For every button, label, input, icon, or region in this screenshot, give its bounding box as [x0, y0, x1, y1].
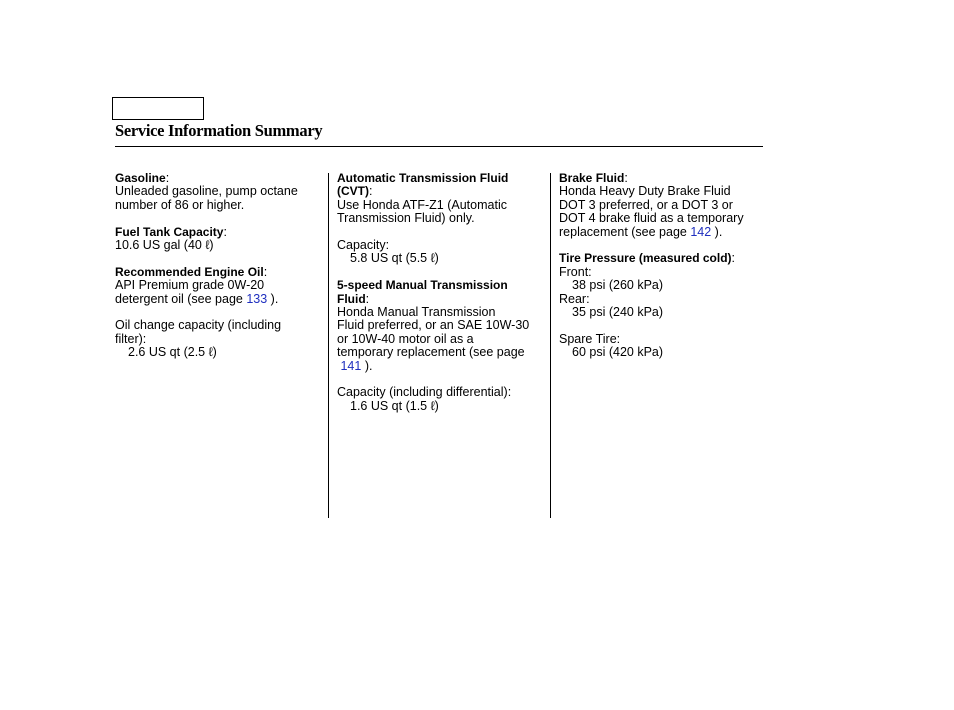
mt-fluid-text: Honda Manual Transmission — [337, 305, 496, 320]
gasoline-section: Gasoline: Unleaded gasoline, pump octane number of 86 or higher. — [115, 172, 325, 212]
oil-capacity-value: 2.6 US qt (2.5 ℓ) — [128, 345, 217, 360]
brake-fluid-section: Brake Fluid: Honda Heavy Duty Brake Fluid DOT 3 preferred, or a DOT 3 or DOT 4 brake fluid as a temporary replacement (see page 142 ). — [559, 172, 769, 239]
engine-oil-label: Recommended Engine Oil — [115, 264, 264, 279]
mt-fluid-text: ). — [361, 358, 373, 373]
rear-tire-value: 35 psi (240 kPa) — [572, 305, 664, 320]
mt-fluid-label: Fluid — [337, 291, 366, 306]
nav-tab-box[interactable] — [112, 97, 204, 120]
gasoline-text: number of 86 or higher. — [115, 197, 245, 212]
mt-capacity-section — [337, 386, 547, 413]
brake-fluid-text: ). — [711, 224, 723, 239]
column-brakes-tires — [559, 172, 769, 360]
gasoline-label: Gasoline — [115, 171, 166, 185]
spare-tire-value: 60 psi (420 kPa) — [572, 345, 664, 360]
front-tire-value: 38 psi (260 kPa) — [572, 278, 664, 293]
atf-text: Transmission Fluid) only. — [337, 211, 475, 226]
atf-capacity-section — [337, 239, 547, 266]
brake-fluid-text: DOT 4 brake fluid as a temporary — [559, 211, 744, 226]
fuel-tank-label: Fuel Tank Capacity — [115, 224, 224, 239]
column-divider-1 — [328, 173, 329, 518]
column-transmission — [337, 172, 547, 413]
spare-tire-section — [559, 333, 769, 360]
gasoline-text: Unleaded gasoline, pump octane — [115, 184, 298, 199]
engine-oil-text: API Premium grade 0W-20 — [115, 278, 265, 293]
atf-capacity-value: 5.8 US qt (5.5 ℓ) — [350, 251, 439, 266]
tire-pressure-label: Tire Pressure (measured cold) — [559, 251, 732, 266]
mt-fluid-label: 5-speed Manual Transmission — [337, 278, 508, 293]
fuel-tank-section: Fuel Tank Capacity: 10.6 US gal (40 ℓ) — [115, 226, 325, 253]
mt-fluid-section: 5-speed Manual Transmission Fluid: Honda Manual Transmission Fluid preferred, or an SAE 10W-30 or 10W-40 motor oil as a temporary replacement (see page 141 ). — [337, 279, 547, 373]
mt-capacity-value: 1.6 US qt (1.5 ℓ) — [350, 398, 439, 413]
oil-capacity-section — [115, 319, 325, 359]
mt-fluid-text: Fluid preferred, or an SAE 10W-30 — [337, 318, 530, 333]
page-link-141[interactable]: 141 — [340, 358, 362, 373]
page-link-133[interactable]: 133 — [246, 291, 268, 306]
mt-fluid-text: temporary replacement (see page — [337, 345, 525, 360]
front-tire-label: Front: — [559, 264, 592, 279]
brake-fluid-text: replacement (see page — [559, 224, 691, 239]
rear-tire-label: Rear: — [559, 291, 590, 306]
atf-label: Automatic Transmission Fluid — [337, 171, 509, 185]
column-fuel-oil — [115, 172, 325, 360]
tire-pressure-section: Tire Pressure (measured cold): Front: 38 psi (260 kPa) Rear: 35 psi (240 kPa) — [559, 252, 769, 319]
page-title: Service Information Summary — [115, 121, 323, 140]
atf-section: Automatic Transmission Fluid (CVT): Use Honda ATF-Z1 (Automatic Transmission Fluid) only. — [337, 172, 547, 226]
atf-capacity-label: Capacity: — [337, 238, 390, 253]
brake-fluid-label: Brake Fluid — [559, 171, 625, 185]
page-link-142[interactable]: 142 — [690, 224, 712, 239]
atf-text: Use Honda ATF-Z1 (Automatic — [337, 197, 507, 212]
column-divider-2 — [550, 173, 551, 518]
brake-fluid-text: Honda Heavy Duty Brake Fluid — [559, 184, 731, 199]
atf-label: (CVT) — [337, 184, 369, 199]
mt-fluid-text: or 10W-40 motor oil as a — [337, 331, 474, 346]
engine-oil-section: Recommended Engine Oil: API Premium grade 0W-20 detergent oil (see page 133 ). — [115, 266, 325, 306]
fuel-tank-value: 10.6 US gal (40 ℓ) — [115, 238, 214, 253]
engine-oil-text: ). — [267, 291, 279, 306]
oil-capacity-label: filter): — [115, 331, 147, 346]
brake-fluid-text: DOT 3 preferred, or a DOT 3 or — [559, 197, 733, 212]
spare-tire-label: Spare Tire: — [559, 331, 621, 346]
title-divider — [115, 146, 763, 147]
mt-capacity-label: Capacity (including differential): — [337, 385, 512, 400]
oil-capacity-label: Oil change capacity (including — [115, 318, 282, 333]
engine-oil-text: detergent oil (see page — [115, 291, 247, 306]
